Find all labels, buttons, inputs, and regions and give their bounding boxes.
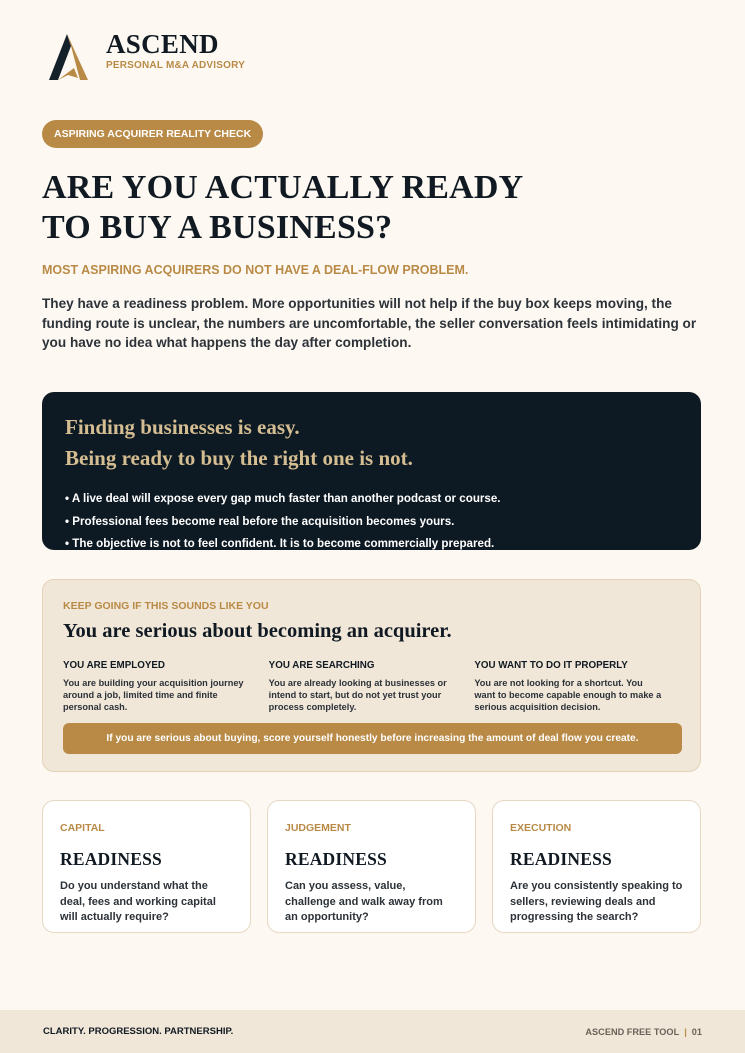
headline-line-1: ARE YOU ACTUALLY READY	[42, 169, 524, 206]
footer-page-number: 01	[691, 1026, 702, 1037]
footer-tool-label: ASCEND FREE TOOL	[585, 1026, 680, 1037]
card-body: Can you assess, value, challenge and walk away from an opportunity?	[285, 880, 443, 923]
intro-paragraph: They have a readiness problem. More opportunities will not help if the buy box keeps moving, the funding route is unclear, the numbers are uncomfortable, the seller conversation feels intimidating or you have no idea what happens the day after completion.	[42, 296, 697, 350]
audience-columns	[63, 660, 680, 713]
brand-name: ASCEND	[106, 29, 219, 59]
brand-tagline: PERSONAL M&A ADVISORY	[106, 60, 246, 71]
audience-title: You are serious about becoming an acquirer.	[63, 620, 452, 642]
card-title: READINESS	[510, 849, 612, 869]
readiness-bullet-list	[65, 488, 678, 550]
audience-column-heading: YOU WANT TO DO IT PROPERLY	[474, 660, 628, 671]
readiness-bullet: • The objective is not to feel confident. It is to become commercially prepared.	[65, 537, 495, 550]
readiness-title-line-1: Finding businesses is easy.	[65, 415, 300, 439]
card-title: READINESS	[60, 849, 162, 869]
readiness-panel-title	[65, 412, 678, 474]
judgement-readiness-card	[267, 800, 476, 933]
score-callout-banner: If you are serious about buying, score yourself honestly before increasing the amount of deal flow you create.	[63, 723, 682, 754]
brand-text	[106, 30, 245, 71]
card-body: Are you consistently speaking to sellers, reviewing deals and progressing the search?	[510, 880, 683, 923]
footer-page-info	[585, 1027, 702, 1037]
footer-slogan: CLARITY. PROGRESSION. PARTNERSHIP.	[43, 1026, 234, 1037]
audience-column-heading: YOU ARE SEARCHING	[268, 660, 375, 671]
readiness-title-line-2: Being ready to buy the right one is not.	[65, 446, 413, 470]
audience-eyebrow: KEEP GOING IF THIS SOUNDS LIKE YOU	[63, 600, 269, 612]
footer-separator: |	[684, 1026, 687, 1037]
mountain-a-logo-icon	[44, 32, 92, 84]
readiness-panel	[42, 392, 701, 550]
audience-column-heading: YOU ARE EMPLOYED	[63, 660, 165, 671]
readiness-bullet: • Professional fees become real before the acquisition becomes yours.	[65, 514, 455, 528]
page-headline	[42, 168, 523, 248]
execution-readiness-card	[492, 800, 701, 933]
card-body: Do you understand what the deal, fees and working capital will actually require?	[60, 880, 216, 923]
audience-column-body: You are not looking for a shortcut. You want to become capable enough to make a serious acquisition decision.	[474, 678, 662, 712]
headline-line-2: TO BUY A BUSINESS?	[42, 209, 393, 246]
page-footer	[0, 1010, 745, 1053]
audience-column-body: You are building your acquisition journey around a job, limited time and finite personal cash.	[63, 678, 244, 712]
audience-column-body: You are already looking at businesses or intend to start, but do not yet trust your process completely.	[268, 678, 447, 712]
card-title: READINESS	[285, 849, 387, 869]
card-eyebrow: JUDGEMENT	[285, 822, 351, 834]
card-eyebrow: CAPITAL	[60, 822, 105, 834]
audience-fit-panel	[42, 579, 701, 772]
capital-readiness-card	[42, 800, 251, 933]
brand-header	[44, 30, 245, 84]
readiness-bullet: • A live deal will expose every gap much faster than another podcast or course.	[65, 492, 501, 505]
audience-column-employed	[63, 660, 269, 713]
audience-column-searching	[269, 660, 475, 713]
card-eyebrow: EXECUTION	[510, 822, 572, 834]
audience-column-properly	[474, 660, 680, 713]
subheadline: MOST ASPIRING ACQUIRERS DO NOT HAVE A DEAL-FLOW PROBLEM.	[42, 263, 469, 277]
reality-check-badge: ASPIRING ACQUIRER REALITY CHECK	[42, 120, 263, 148]
